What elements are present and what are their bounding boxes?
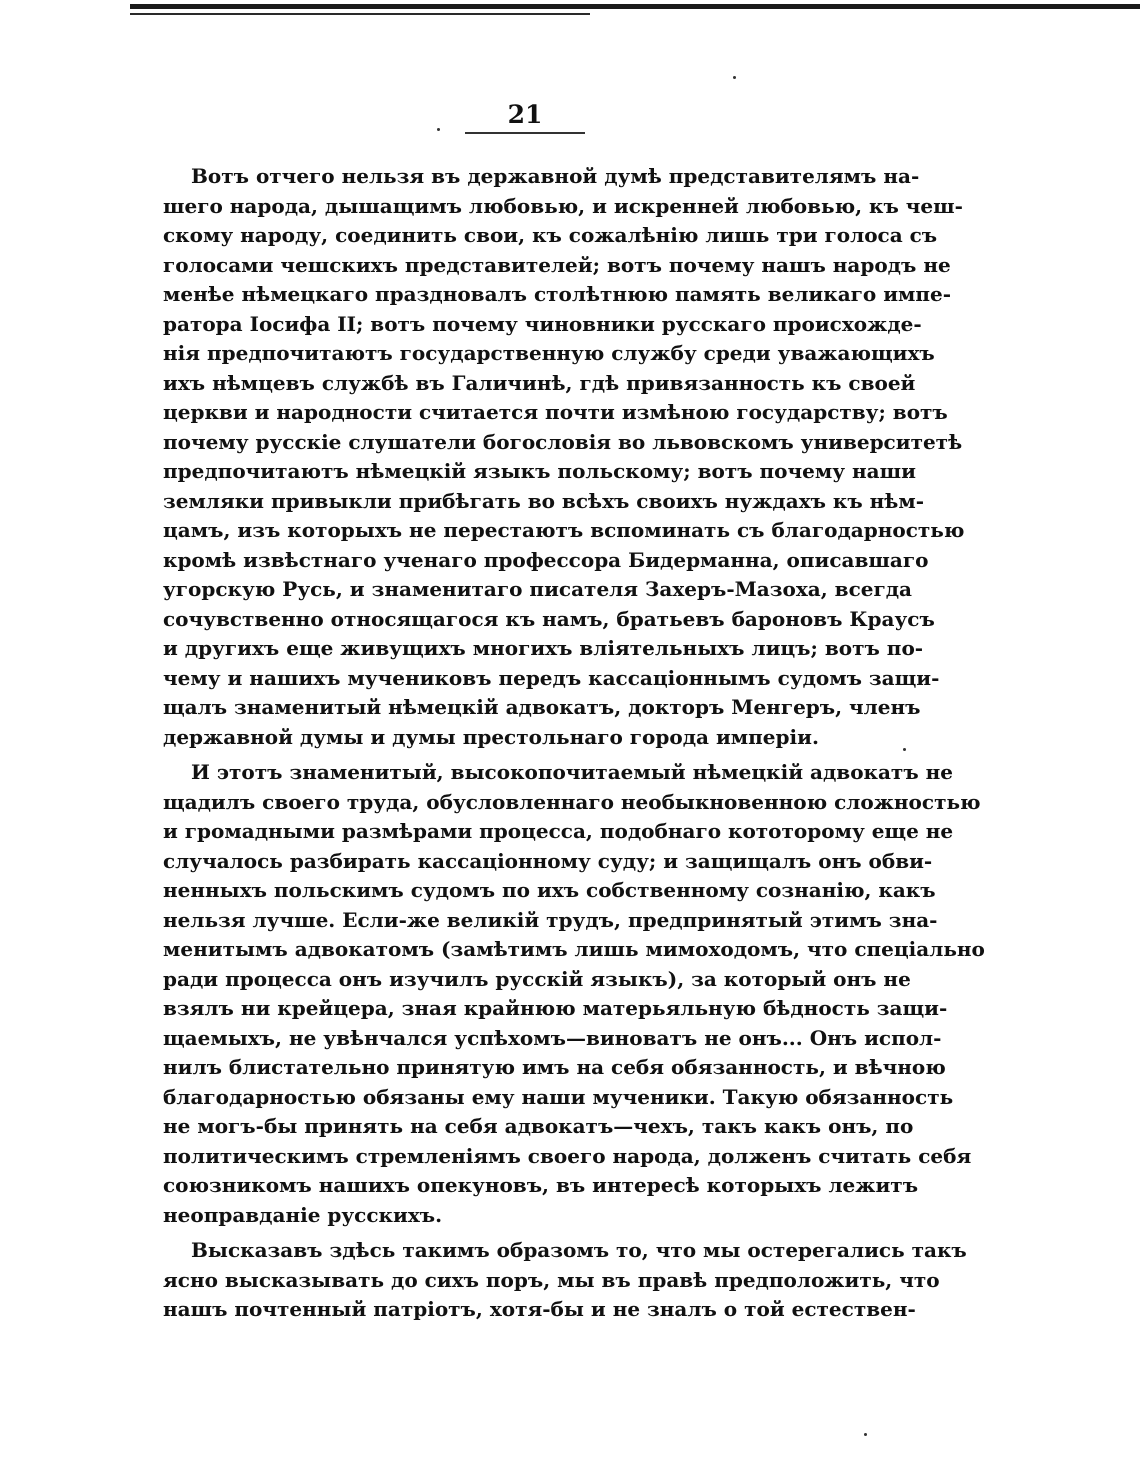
- text-line: нельзя лучше. Если-же великій трудъ, предпринятый этимъ зна-: [163, 907, 938, 932]
- text-line: ненныхъ польскимъ судомъ по ихъ собственному сознанію, какъ: [163, 878, 936, 902]
- text-line: не могъ-бы принять на себя адвокатъ—чехъ, такъ какъ онъ, по: [163, 1114, 914, 1138]
- text-line: взялъ ни крейцера, зная крайнюю матерьяльную бѣдность защи-: [163, 996, 948, 1020]
- scan-speck: [864, 1433, 867, 1436]
- page-body-text: [163, 162, 985, 1325]
- text-line: нилъ блистательно принятую имъ на себя обязанность, и вѣчною: [163, 1055, 946, 1079]
- text-line: угорскую Русь, и знаменитаго писателя Захеръ-Мазоха, всегда: [163, 577, 913, 601]
- text-line: скому народу, соединить свои, къ сожалѣнію лишь три голоса съ: [163, 223, 938, 247]
- top-border-rule-thin: [130, 13, 590, 15]
- text-line: менитымъ адвокатомъ (замѣтимъ лишь мимоходомъ, что спеціально: [163, 937, 985, 961]
- text-line: голосами чешскихъ представителей; вотъ почему нашъ народъ не: [163, 252, 951, 277]
- paragraph: [163, 162, 965, 752]
- text-line: ясно высказывать до сихъ поръ, мы въ правѣ предположить, что: [163, 1267, 940, 1292]
- text-line: нія предпочитаютъ государственную службу среди уважающихъ: [163, 341, 935, 365]
- text-line: щалъ знаменитый нѣмецкій адвокатъ, докторъ Менгеръ, членъ: [163, 695, 921, 719]
- paragraph: [163, 758, 985, 1230]
- text-line: почему русскіе слушатели богословія во львовскомъ университетѣ: [163, 429, 963, 454]
- text-line: предпочитаютъ нѣмецкій языкъ польскому; вотъ почему наши: [163, 459, 916, 483]
- text-line: И этотъ знаменитый, высокопочитаемый нѣмецкій адвокатъ не: [191, 760, 953, 784]
- page-number-underline: [465, 132, 585, 134]
- text-line: политическимъ стремленіямъ своего народа, долженъ считать себя: [163, 1143, 972, 1168]
- text-line: Высказавъ здѣсь такимъ образомъ то, что мы остерегались такъ: [191, 1238, 967, 1262]
- text-line: щаемыхъ, не увѣнчался успѣхомъ—виноватъ не онъ... Онъ испол-: [163, 1025, 942, 1050]
- text-line: ихъ нѣмцевъ службѣ въ Галичинѣ, гдѣ привязанность къ своей: [163, 370, 916, 395]
- top-border-rule: [130, 4, 1140, 9]
- text-line: шего народа, дышащимъ любовью, и искренней любовью, къ чеш-: [163, 193, 963, 218]
- text-line: нашъ почтенный патріотъ, хотя-бы и не зналъ о той естествен-: [163, 1297, 916, 1321]
- text-line: и громадными размѣрами процесса, подобнаго кототорому еще не: [163, 819, 954, 843]
- text-line: Вотъ отчего нельзя въ державной думѣ представителямъ на-: [191, 164, 920, 188]
- text-line: случалось разбирать кассаціонному суду; и защищалъ онъ обви-: [163, 848, 933, 873]
- text-line: благодарностью обязаны ему наши мученики. Такую обязанность: [163, 1084, 954, 1109]
- text-line: чему и нашихъ мучениковъ передъ кассаціоннымъ судомъ защи-: [163, 665, 940, 690]
- text-line: церкви и народности считается почти измѣною государству; вотъ: [163, 400, 948, 424]
- text-line: менѣе нѣмецкаго праздновалъ столѣтнюю память великаго импе-: [163, 282, 952, 306]
- paragraph: [163, 1236, 967, 1325]
- text-line: кромѣ извѣстнаго ученаго профессора Бидерманна, описавшаго: [163, 547, 929, 572]
- text-line: щадилъ своего труда, обусловленнаго необыкновенною сложностью: [163, 789, 981, 814]
- text-line: сочувственно относящагося къ намъ, братьевъ бароновъ Краусъ: [163, 606, 935, 631]
- page-number: 21: [507, 100, 543, 129]
- text-line: ради процесса онъ изучилъ русскій языкъ), за который онъ не: [163, 966, 911, 991]
- text-line: союзникомъ нашихъ опекуновъ, въ интересѣ которыхъ лежитъ: [163, 1173, 919, 1197]
- text-line: и другихъ еще живущихъ многихъ вліятельныхъ лицъ; вотъ по-: [163, 636, 924, 660]
- scan-speck: [903, 748, 906, 751]
- text-line: цамъ, изъ которыхъ не перестаютъ вспоминать съ благодарностью: [163, 518, 965, 542]
- scan-speck: [437, 128, 440, 131]
- scan-speck: [733, 76, 736, 79]
- text-line: земляки привыкли прибѣгать во всѣхъ своихъ нуждахъ къ нѣм-: [163, 488, 925, 513]
- text-line: неоправданіе русскихъ.: [163, 1202, 443, 1227]
- text-line: державной думы и думы престольнаго города имперіи.: [163, 724, 819, 749]
- text-line: ратора Іосифа II; вотъ почему чиновники русскаго происхожде-: [163, 311, 922, 336]
